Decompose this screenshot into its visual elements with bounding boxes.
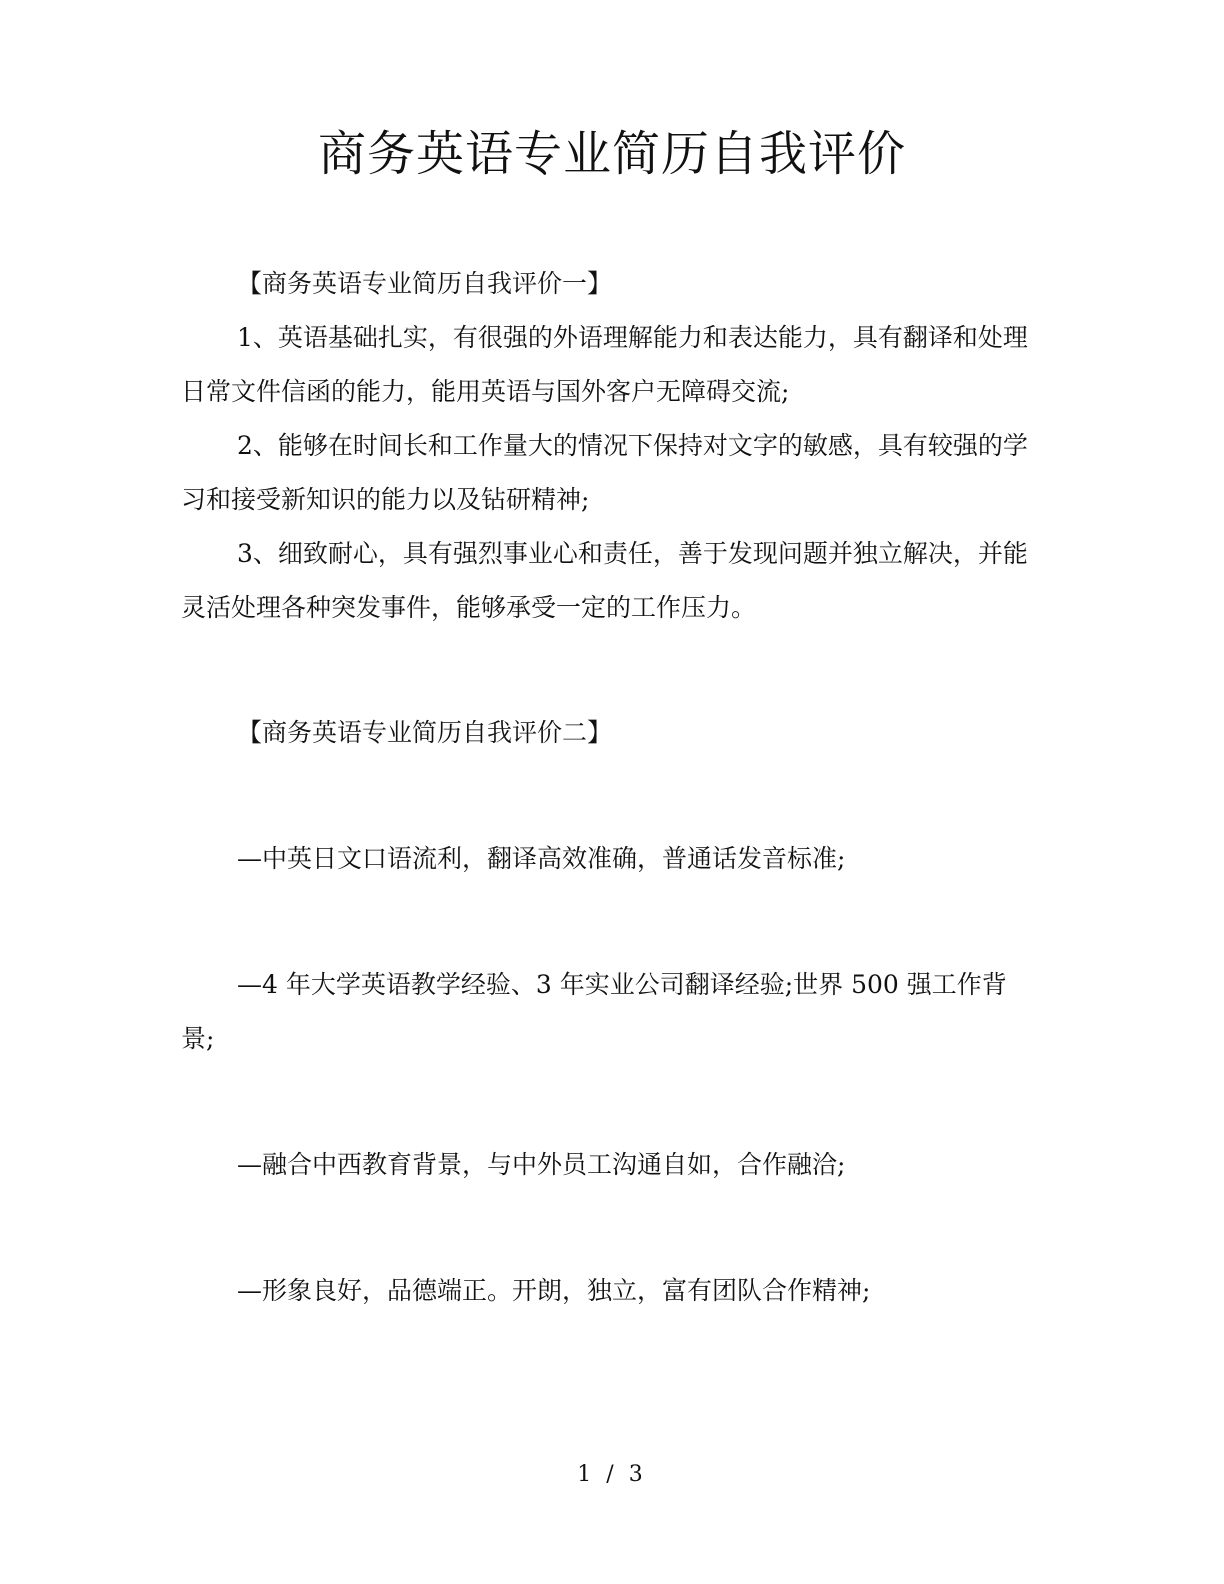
section2-item-3: —融合中西教育背景，与中外员工沟通自如，合作融洽; bbox=[237, 1150, 846, 1179]
section1-item-2: 2、能够在时间长和工作量大的情况下保持对文字的敏感，具有较强的学习和接受新知识的能力以及钻研精神; bbox=[181, 431, 1028, 514]
section2-item-4: —形象良好，品德端正。开朗，独立，富有团队合作精神; bbox=[237, 1276, 871, 1305]
section1-item-1: 1、英语基础扎实，有很强的外语理解能力和表达能力，具有翻译和处理日常文件信函的能力，能用英语与国外客户无障碍交流; bbox=[181, 323, 1028, 406]
section2-item-1: —中英日文口语流利，翻译高效准确，普通话发音标准; bbox=[237, 844, 846, 873]
page-number: 1 / 3 bbox=[577, 1462, 647, 1487]
document-title: 商务英语专业简历自我评价 bbox=[317, 126, 906, 182]
section-heading-1: 【商务英语专业简历自我评价一】 bbox=[237, 269, 613, 298]
section-heading-2: 【商务英语专业简历自我评价二】 bbox=[237, 718, 613, 747]
section2-item-2: —4 年大学英语教学经验、3 年实业公司翻译经验;世界 500 强工作背景; bbox=[181, 970, 1007, 1053]
section1-item-3: 3、细致耐心，具有强烈事业心和责任，善于发现问题并独立解决，并能灵活处理各种突发事件，能够承受一定的工作压力。 bbox=[181, 539, 1028, 622]
